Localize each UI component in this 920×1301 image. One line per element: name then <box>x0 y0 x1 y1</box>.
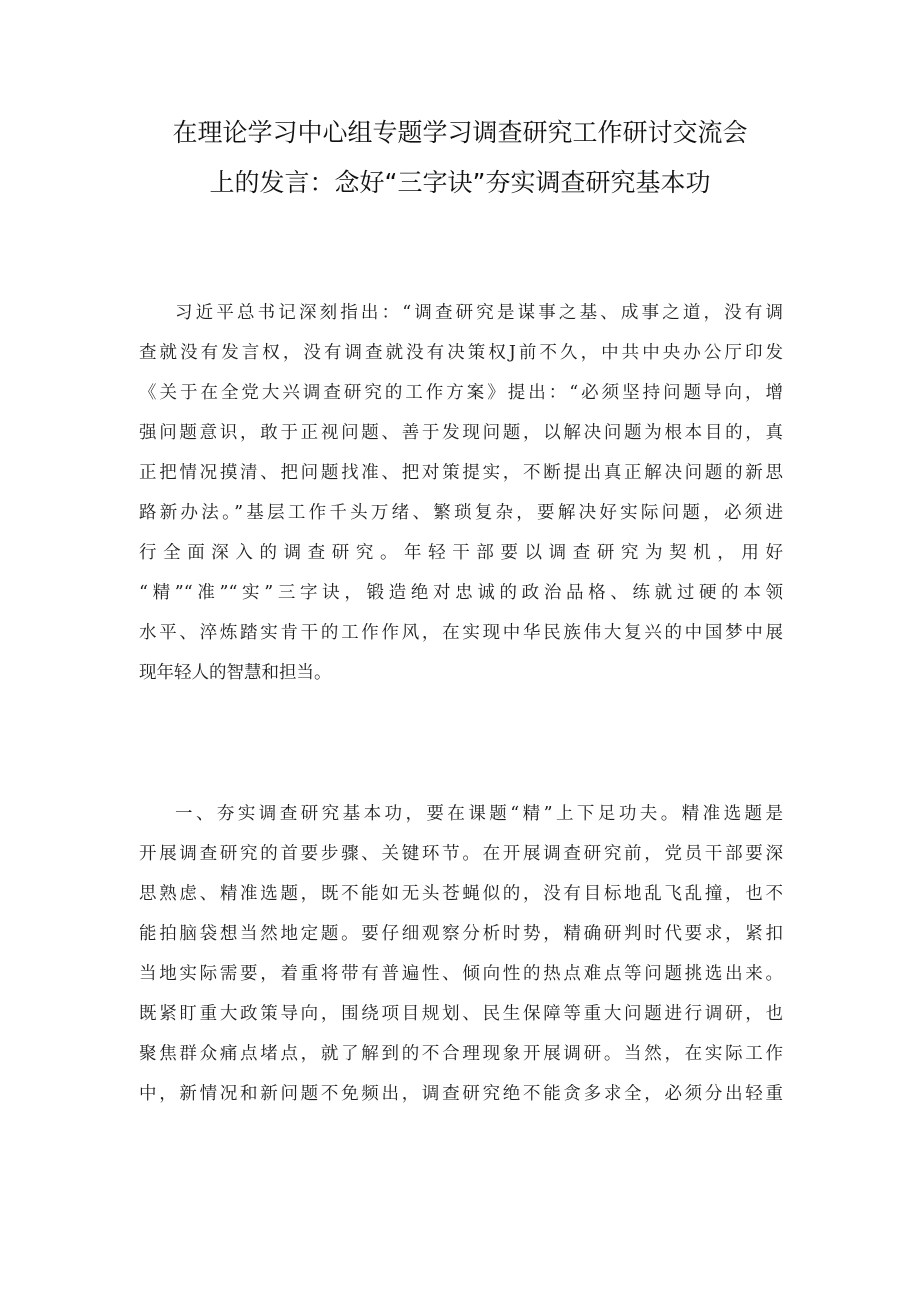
paragraph-line: 现年轻人的智慧和担当。 <box>139 663 332 683</box>
paragraph-line: 查就没有发言权，没有调查就没有决策权J前不久，中共中央办公厅印发 <box>139 343 783 363</box>
paragraph-line: “精”“准”“实”三字诀，锻造绝对忠诚的政治品格、练就过硬的本领 <box>139 583 783 603</box>
paragraph-line: 习近平总书记深刻指出：“调查研究是谋事之基、成事之道，没有调 <box>175 303 783 323</box>
body-paragraph-intro <box>139 293 783 693</box>
paragraph-line: 行全面深入的调查研究。年轻干部要以调查研究为契机，用好 <box>139 543 783 563</box>
title-line: 在理论学习中心组专题学习调查研究工作研讨交流会 <box>172 118 748 147</box>
title-line: 上的发言：念好“三字诀”夯实调查研究基本功 <box>209 168 711 197</box>
paragraph-line: 强问题意识，敢于正视问题、善于发现问题，以解决问题为根本目的，真 <box>139 423 783 443</box>
paragraph-line: 正把情况摸清、把问题找准、把对策提实，不断提出真正解决问题的新思 <box>139 463 783 483</box>
paragraph-line: 当地实际需要，着重将带有普遍性、倾向性的热点难点等问题挑选出来。 <box>139 964 783 984</box>
paragraph-line: 一、夯实调查研究基本功，要在课题“精”上下足功夫。精准选题是 <box>175 804 783 824</box>
paragraph-line: 思熟虑、精准选题，既不能如无头苍蝇似的，没有目标地乱飞乱撞，也不 <box>139 884 783 904</box>
paragraph-line: 能拍脑袋想当然地定题。要仔细观察分析时势，精确研判时代要求，紧扣 <box>139 924 783 944</box>
paragraph-line: 聚焦群众痛点堵点，就了解到的不合理现象开展调研。当然，在实际工作 <box>139 1044 783 1064</box>
paragraph-line: 中，新情况和新问题不免频出，调查研究绝不能贪多求全，必须分出轻重 <box>139 1084 783 1104</box>
paragraph-line: 路新办法。”基层工作千头万绪、繁琐复杂，要解决好实际问题，必须进 <box>139 503 783 523</box>
paragraph-line: 开展调查研究的首要步骤、关键环节。在开展调查研究前，党员干部要深 <box>139 844 783 864</box>
body-paragraph-section-1 <box>139 794 783 1114</box>
document-title <box>120 108 800 208</box>
paragraph-line: 既紧盯重大政策导向，围绕项目规划、民生保障等重大问题进行调研，也 <box>139 1004 783 1024</box>
paragraph-line: 水平、淬炼踏实肯干的工作作风，在实现中华民族伟大复兴的中国梦中展 <box>139 623 783 643</box>
paragraph-line: 《关于在全党大兴调查研究的工作方案》提出：“必须坚持问题导向，增 <box>139 383 783 403</box>
